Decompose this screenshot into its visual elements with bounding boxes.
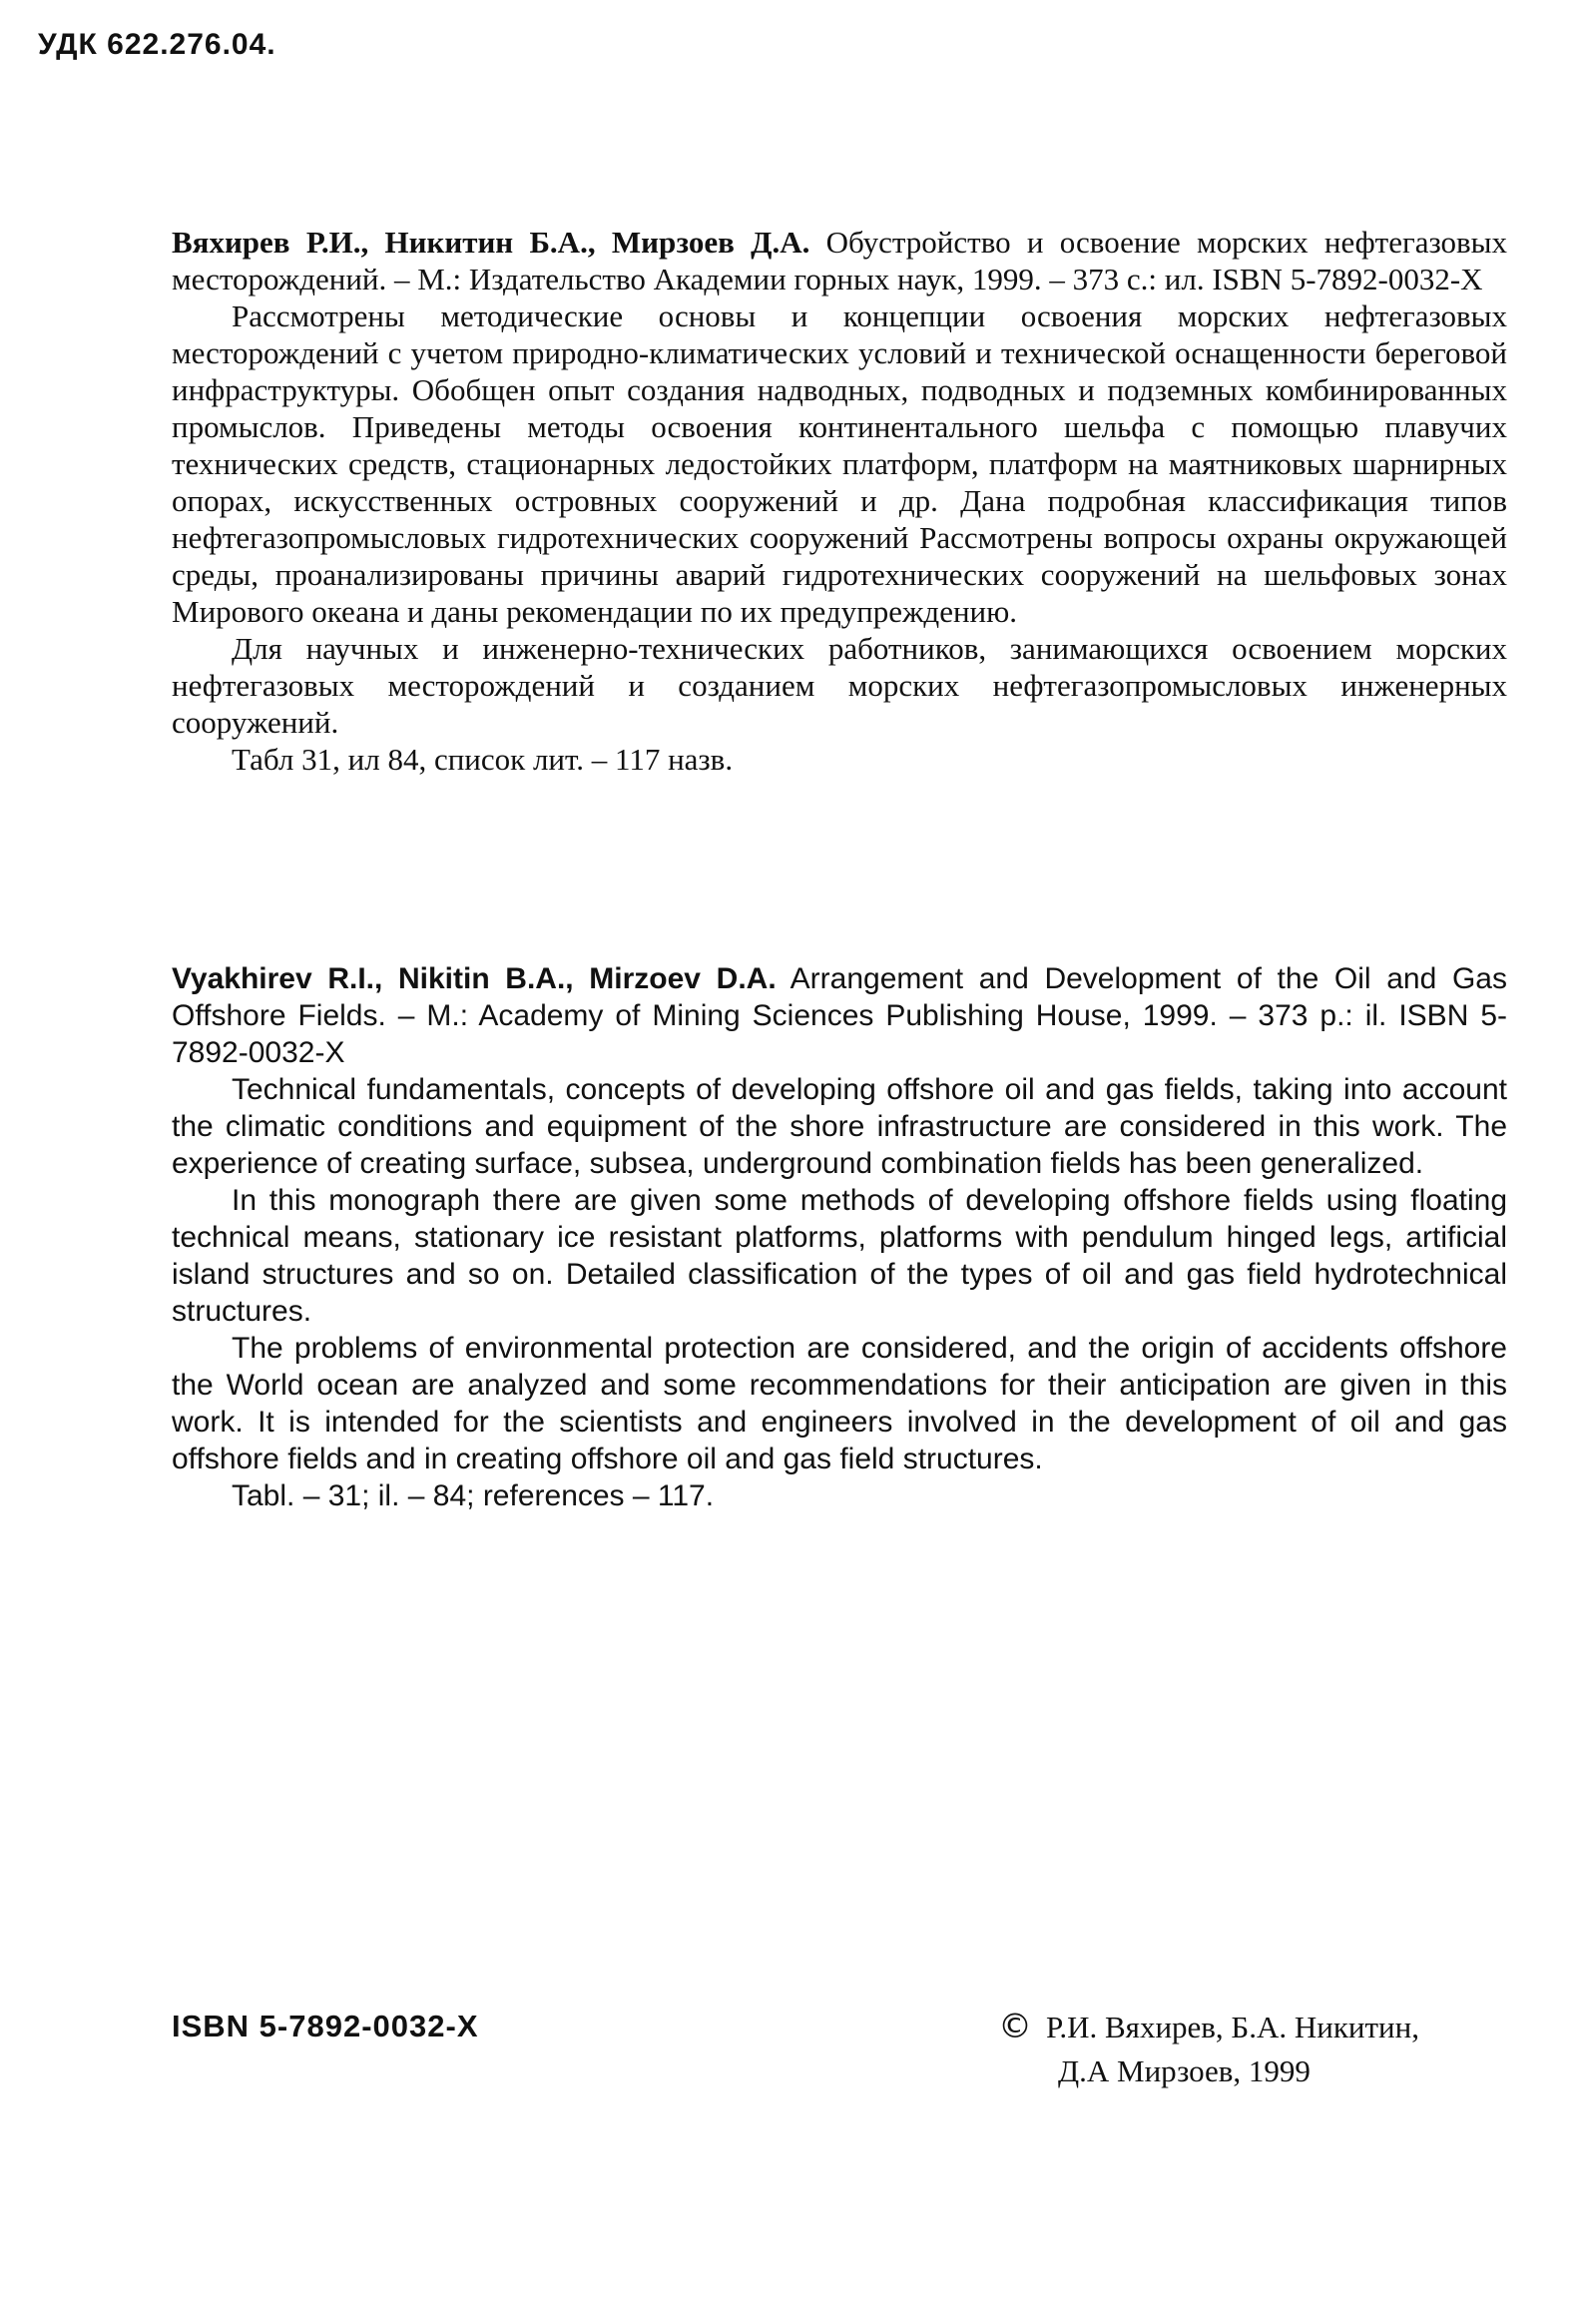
copyright-icon: ©	[998, 2007, 1032, 2046]
copyright-line-2: Д.А Мирзоев, 1999	[1058, 2053, 1311, 2088]
russian-audience: Для научных и инженерно-технических работников, занимающихся освоением морских нефтегазовых месторождений и созданием морских нефтегазопромысловых инженерных сооружений.	[172, 631, 1507, 740]
english-citation	[172, 960, 1507, 1071]
english-stats: Tabl. – 31; il. – 84; references – 117.	[232, 1479, 715, 1512]
russian-abstract: Рассмотрены методические основы и концепции освоения морских нефтегазовых месторождений с учетом природно-климатических условий и технической оснащенности береговой инфраструктуры. Обобщен опыт создания надводных, подводных и подземных комбинированных промыслов. Приведены методы освоения континентального шельфа с помощью плавучих технических средств, стационарных ледостойких платформ, платформ на маятниковых шарнирных опорах, искусственных островных сооружений и др. Дана подробная классификация типов нефтегазопромысловых гидротехнических сооружений Рассмотрены вопросы охраны окружающей среды, проанализированы причины аварий гидротехнических сооружений на шельфовых зонах Мирового океана и даны рекомендации по их предупреждению.	[172, 298, 1507, 629]
copyright-notice	[998, 2005, 1507, 2093]
english-paragraph-3: The problems of environmental protection are considered, and the origin of accidents offshore the World ocean are analyzed and some recommendations for their anticipation are given in this work. It is intended for the scientists and engineers involved in the development of oil and gas offshore fields and in creating offshore oil and gas field structures.	[172, 1332, 1507, 1475]
copyright-line-1: Р.И. Вяхирев, Б.А. Никитин,	[1046, 2010, 1419, 2044]
russian-authors: Вяхирев Р.И., Никитин Б.А., Мирзоев Д.А.	[172, 225, 810, 260]
english-citation-text: Arrangement and Development of the Oil and Gas Offshore Fields. – M.: Academy of Mining Sciences Publishing House, 1999. – 373 p.: il. ISBN 5-7892-0032-X	[172, 962, 1507, 1069]
russian-citation-text: Обустройство и освоение морских нефтегазовых месторождений. – М.: Издательство Академии горных наук, 1999. – 373 с.: ил. ISBN 5-7892-0032-X	[172, 225, 1507, 296]
russian-annotation	[172, 224, 1507, 778]
english-paragraph-1: Technical fundamentals, concepts of developing offshore oil and gas fields, taking into account the climatic conditions and equipment of the shore infrastructure are considered in this work. The experience of creating surface, subsea, underground combination fields has been generalized.	[172, 1073, 1507, 1180]
footer-isbn: ISBN 5-7892-0032-X	[172, 2009, 479, 2043]
udc-code: УДК 622.276.04.	[38, 28, 276, 61]
english-annotation	[172, 960, 1507, 1514]
english-paragraph-2: In this monograph there are given some methods of developing offshore fields using floating technical means, stationary ice resistant platforms, platforms with pendulum hinged legs, artificial island structures and so on. Detailed classification of the types of oil and gas field hydrotechnical structures.	[172, 1184, 1507, 1328]
english-authors: Vyakhirev R.I., Nikitin B.A., Mirzoev D.A.	[172, 962, 777, 995]
russian-stats: Табл 31, ил 84, список лит. – 117 назв.	[232, 742, 734, 777]
russian-citation	[172, 224, 1507, 297]
